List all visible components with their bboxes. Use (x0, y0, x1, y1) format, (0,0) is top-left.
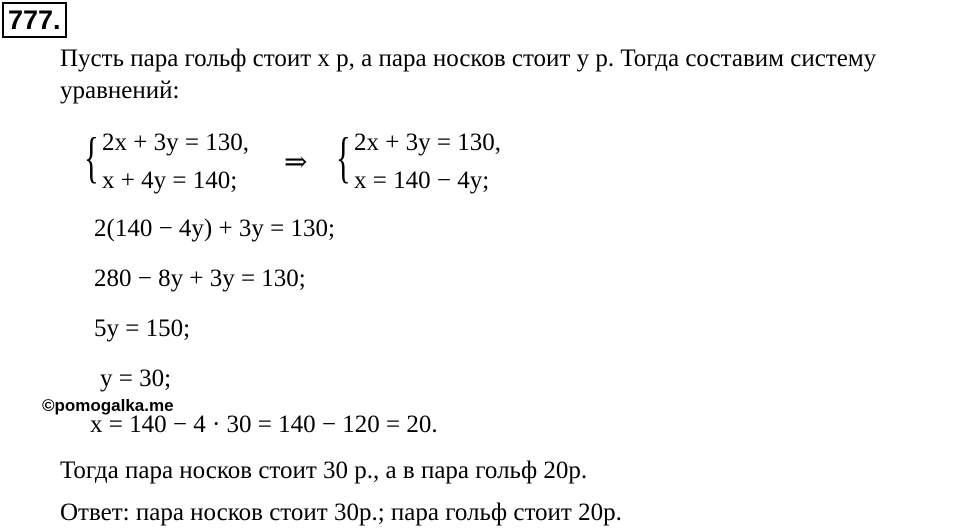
intro-line-2: уравнений: (60, 77, 180, 104)
system-1-brace: { (84, 127, 99, 189)
step-simplify: 5y = 150; (94, 315, 191, 342)
step-substitution: 2(140 − 4y) + 3y = 130; (94, 215, 335, 242)
step-y-value: y = 30; (100, 365, 172, 392)
system-1-equation-2: x + 4y = 140; (102, 167, 238, 194)
step-expand: 280 − 8y + 3y = 130; (94, 265, 306, 292)
conclusion-text: Тогда пара носков стоит 30 р., а в пара гольф 20р. (60, 457, 588, 484)
intro-line-1: Пусть пара гольф стоит x р, а пара носков стоит y р. Тогда составим систему (60, 45, 877, 72)
system-2-equation-1: 2x + 3y = 130, (354, 129, 501, 156)
answer-text: Ответ: пара носков стоит 30р.; пара гольф стоит 20р. (60, 499, 622, 526)
step-x-value: x = 140 − 4 · 30 = 140 − 120 = 20. (90, 411, 438, 438)
system-2-equation-2: x = 140 − 4y; (354, 167, 490, 194)
system-2-brace: { (336, 127, 351, 189)
implies-arrow: ⇒ (284, 147, 308, 178)
system-1-equation-1: 2x + 3y = 130, (102, 129, 249, 156)
watermark: ©pomogalka.me (42, 396, 174, 415)
problem-number: 777. (2, 2, 67, 38)
